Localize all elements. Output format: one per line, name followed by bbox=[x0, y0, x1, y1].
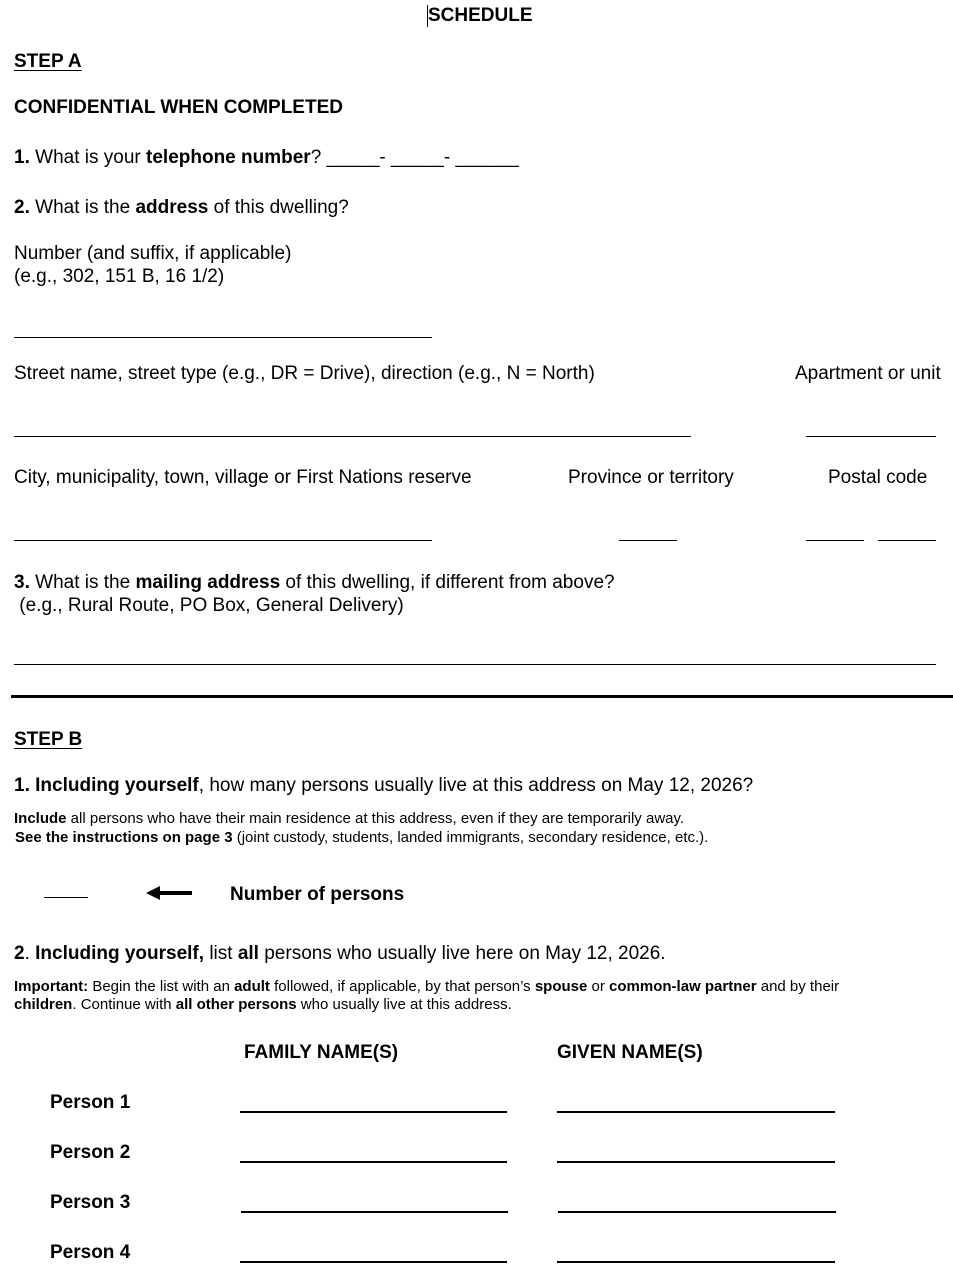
number-label: Number (and suffix, if applicable) bbox=[14, 243, 292, 264]
given-name-field[interactable] bbox=[557, 1111, 835, 1113]
given-name-header: GIVEN NAME(S) bbox=[557, 1042, 703, 1063]
person-label: Person 3 bbox=[50, 1192, 131, 1213]
person-label: Person 2 bbox=[50, 1142, 131, 1163]
postal-code-field-2[interactable] bbox=[878, 540, 936, 541]
question-emphasis: Including yourself, bbox=[29, 943, 205, 964]
province-field[interactable] bbox=[619, 540, 677, 541]
family-name-header: FAMILY NAME(S) bbox=[244, 1042, 399, 1063]
important-note-line-2 bbox=[14, 995, 512, 1014]
number-example: (e.g., 302, 151 B, 16 1/2) bbox=[14, 266, 225, 287]
question-emphasis: Including yourself bbox=[29, 775, 199, 796]
mailing-example: (e.g., Rural Route, PO Box, General Delivery) bbox=[14, 595, 404, 616]
note-text: who usually live at this address. bbox=[296, 996, 512, 1013]
mailing-address-field[interactable] bbox=[14, 664, 936, 665]
given-name-field[interactable] bbox=[557, 1261, 835, 1263]
note-emphasis: common-law partner bbox=[609, 978, 757, 995]
note-text: (joint custody, students, landed immigrants, secondary residence, etc.). bbox=[232, 829, 709, 846]
question-text: What is the bbox=[29, 197, 136, 218]
note-emphasis: Include bbox=[14, 810, 67, 827]
note-emphasis: Important: bbox=[14, 978, 89, 995]
apartment-label: Apartment or unit bbox=[795, 363, 941, 384]
question-number: 1. bbox=[14, 775, 30, 796]
question-number: 2 bbox=[14, 943, 25, 964]
family-name-field[interactable] bbox=[240, 1261, 507, 1263]
street-field[interactable] bbox=[14, 436, 691, 437]
note-emphasis: children bbox=[14, 996, 73, 1013]
step-a-question-2 bbox=[14, 197, 349, 219]
left-arrow-icon bbox=[146, 885, 192, 901]
postal-code-label: Postal code bbox=[828, 467, 928, 488]
person-label: Person 4 bbox=[50, 1242, 131, 1263]
page-title: SCHEDULE bbox=[428, 5, 533, 26]
note-emphasis: spouse bbox=[534, 978, 588, 995]
question-text: persons who usually live here on May 12, 2026. bbox=[258, 943, 666, 964]
postal-code-field-1[interactable] bbox=[806, 540, 864, 541]
province-label: Province or territory bbox=[568, 467, 734, 488]
number-of-persons-field[interactable] bbox=[44, 897, 88, 898]
note-text: all persons who have their main residence at this address, even if they are temporarily away. bbox=[66, 810, 685, 827]
note-text: and by their bbox=[756, 978, 840, 995]
question-emphasis: address bbox=[135, 197, 209, 218]
step-b-heading: STEP B bbox=[14, 729, 83, 750]
note-text: or bbox=[587, 978, 610, 995]
note-emphasis: adult bbox=[234, 978, 270, 995]
confidential-notice: CONFIDENTIAL WHEN COMPLETED bbox=[14, 97, 343, 118]
note-emphasis: See the instructions on page 3 bbox=[15, 829, 233, 846]
family-name-field[interactable] bbox=[240, 1111, 507, 1113]
question-number: 3. bbox=[14, 572, 30, 593]
telephone-field[interactable]: _____- _____- ______ bbox=[321, 147, 519, 168]
important-note-line-1 bbox=[14, 977, 839, 996]
question-text: What is your bbox=[29, 147, 147, 168]
given-name-field[interactable] bbox=[557, 1161, 835, 1163]
street-label: Street name, street type (e.g., DR = Drive), direction (e.g., N = North) bbox=[14, 363, 595, 384]
question-text: . bbox=[24, 943, 30, 964]
question-number: 2. bbox=[14, 197, 30, 218]
question-text: ? bbox=[310, 147, 322, 168]
step-b-question-2 bbox=[14, 943, 666, 965]
question-emphasis: telephone number bbox=[146, 147, 311, 168]
include-note bbox=[14, 809, 684, 828]
step-a-question-3 bbox=[14, 572, 615, 594]
family-name-field[interactable] bbox=[241, 1211, 508, 1213]
question-text: of this dwelling? bbox=[208, 197, 349, 218]
apartment-field[interactable] bbox=[806, 436, 936, 437]
city-field[interactable] bbox=[14, 540, 432, 541]
question-number: 1. bbox=[14, 147, 30, 168]
note-emphasis: all other persons bbox=[175, 996, 297, 1013]
note-text: Begin the list with an bbox=[88, 978, 235, 995]
family-name-field[interactable] bbox=[240, 1161, 507, 1163]
question-text: list bbox=[204, 943, 238, 964]
number-of-persons-label: Number of persons bbox=[230, 884, 405, 905]
city-label: City, municipality, town, village or First Nations reserve bbox=[14, 467, 472, 488]
instructions-note bbox=[15, 828, 708, 847]
step-b-question-1 bbox=[14, 775, 753, 797]
step-a-question-1 bbox=[14, 147, 519, 169]
question-emphasis: all bbox=[237, 943, 259, 964]
number-field[interactable] bbox=[14, 337, 432, 338]
question-emphasis: mailing address bbox=[135, 572, 281, 593]
question-text: of this dwelling, if different from above? bbox=[280, 572, 615, 593]
question-text: , how many persons usually live at this address on May 12, 2026? bbox=[198, 775, 754, 796]
question-text: What is the bbox=[29, 572, 136, 593]
person-label: Person 1 bbox=[50, 1092, 131, 1113]
given-name-field[interactable] bbox=[558, 1211, 836, 1213]
note-text: . Continue with bbox=[72, 996, 176, 1013]
step-a-heading: STEP A bbox=[14, 51, 82, 72]
section-divider bbox=[11, 695, 953, 698]
note-text: followed, if applicable, by that person’s bbox=[269, 978, 535, 995]
